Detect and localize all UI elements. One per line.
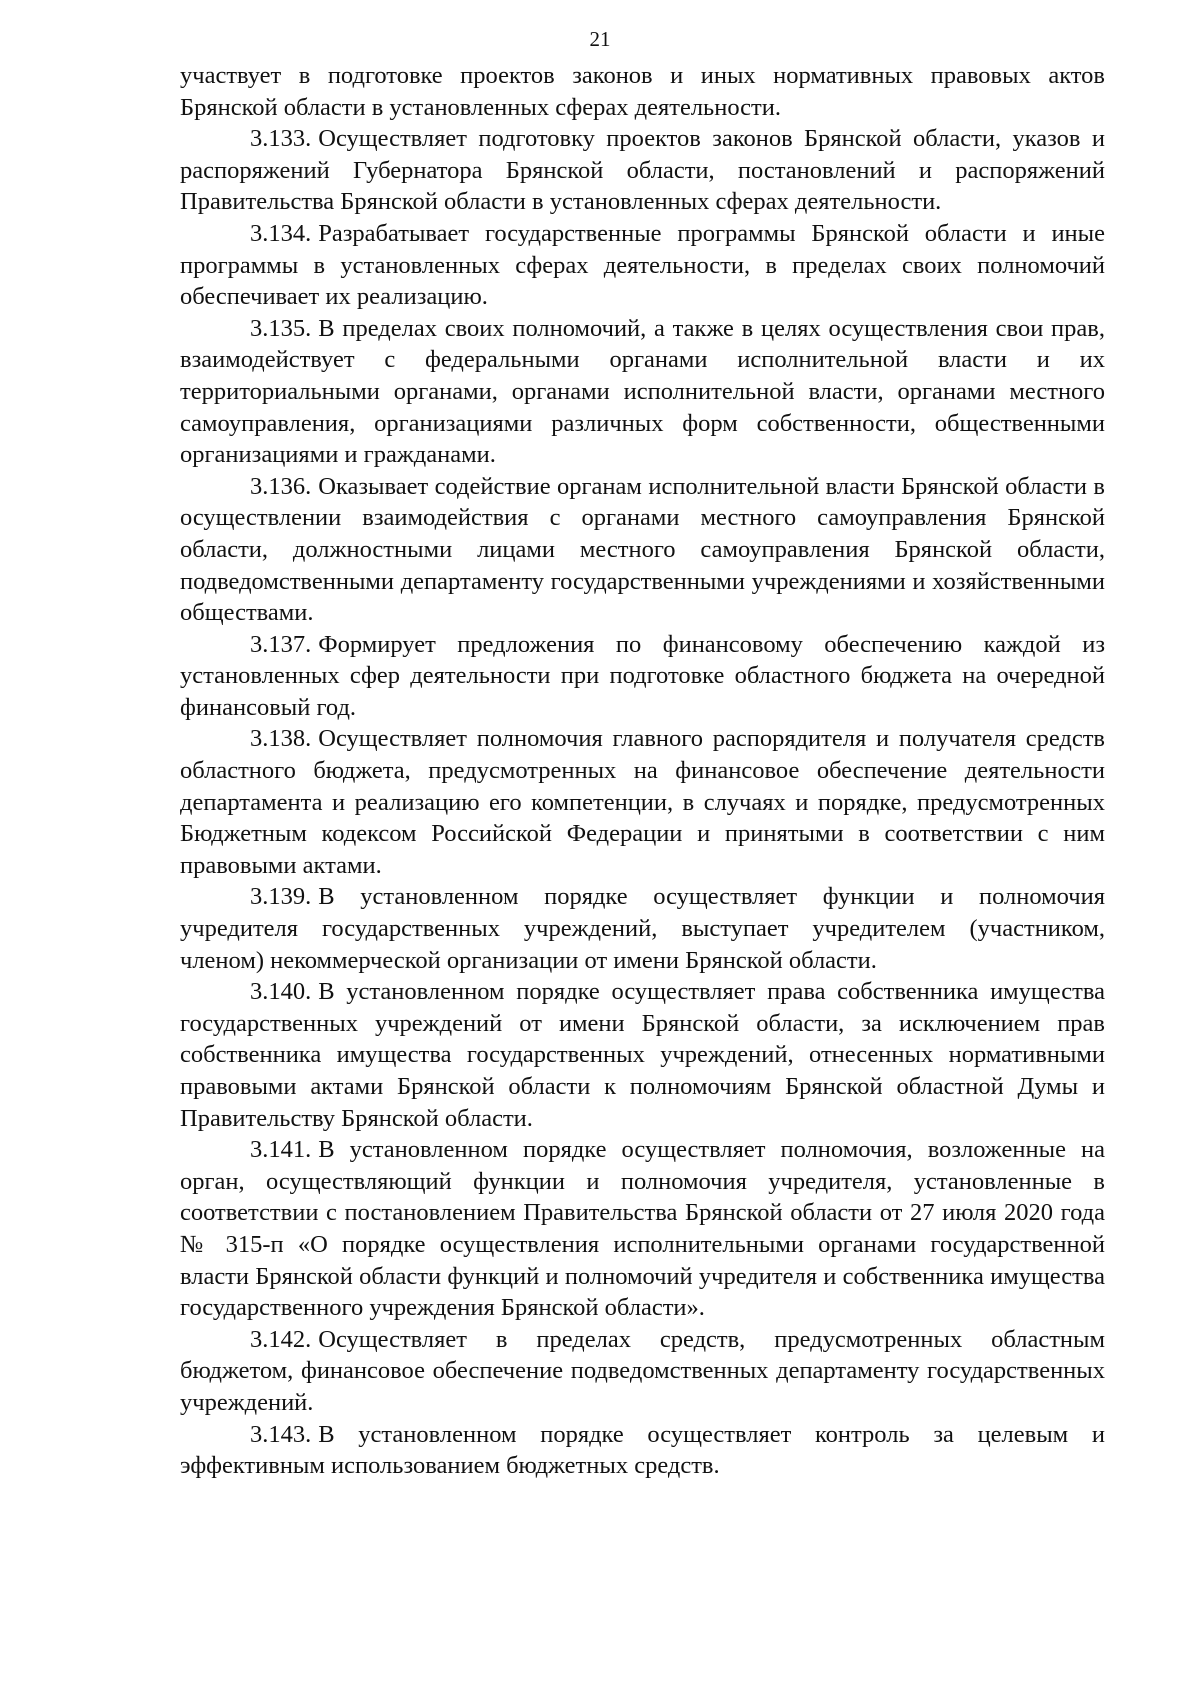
- paragraph-number: 3.139.: [250, 883, 312, 911]
- paragraph-3-134: [180, 218, 1105, 313]
- paragraph-3-138: [180, 723, 1105, 881]
- paragraph-text: В установленном порядке осуществляет контроль за целевым и эффективным использованием бюджетных средств.: [180, 1420, 1105, 1480]
- paragraph-number: 3.141.: [250, 1136, 312, 1164]
- paragraph-text: В установленном порядке осуществляет права собственника имущества государственных учреждений от имени Брянской области, за исключением прав собственника имущества государственных учреждений, отнесенных нормативными правовыми актами Брянской области к полномочиям Брянской областной Думы и Правительству Брянской области.: [180, 978, 1105, 1132]
- paragraph-number: 3.142.: [250, 1325, 312, 1353]
- paragraph-3-140: [180, 976, 1105, 1134]
- paragraph-number: 3.133.: [250, 125, 312, 153]
- paragraph-continuation: [180, 60, 1105, 123]
- paragraph-number: 3.143.: [250, 1420, 312, 1448]
- paragraph-text: Осуществляет в пределах средств, предусмотренных областным бюджетом, финансовое обеспечение подведомственных департаменту государственных учреждений.: [180, 1325, 1105, 1416]
- paragraph-3-136: [180, 471, 1105, 629]
- paragraph-text: участвует в подготовке проектов законов и иных нормативных правовых актов Брянской области в установленных сферах деятельности.: [180, 62, 1105, 121]
- paragraph-text: Формирует предложения по финансовому обеспечению каждой из установленных сфер деятельности при подготовке областного бюджета на очередной финансовый год.: [180, 630, 1105, 721]
- paragraph-number: 3.137.: [250, 630, 312, 658]
- paragraph-text: В установленном порядке осуществляет функции и полномочия учредителя государственных учреждений, выступает учредителем (участником, членом) некоммерческой организации от имени Брянской области.: [180, 883, 1105, 974]
- paragraph-3-135: [180, 313, 1105, 471]
- paragraph-text: В пределах своих полномочий, а также в целях осуществления свои прав, взаимодействует с федеральными органами исполнительной власти и их территориальными органами, органами исполнительной власти, органами местного самоуправления, организациями различных форм собственности, общественными организациями и гражданами.: [180, 314, 1105, 469]
- paragraph-3-141: [180, 1134, 1105, 1324]
- paragraph-number: 3.136.: [250, 472, 312, 500]
- paragraph-number: 3.140.: [250, 978, 312, 1006]
- paragraph-text: В установленном порядке осуществляет полномочия, возложенные на орган, осуществляющий функции и полномочия учредителя, установленные в соответствии с постановлением Правительства Брянской области от 27 июля 2020 года № 315-п «О порядке осуществления исполнительными органами государственной власти Брянской области функций и полномочий учредителя и собственника имущества государственного учреждения Брянской области».: [180, 1136, 1105, 1322]
- paragraph-text: Осуществляет подготовку проектов законов Брянской области, указов и распоряжений Губернатора Брянской области, постановлений и распоряжений Правительства Брянской области в установленных сферах деятельности.: [180, 125, 1105, 216]
- paragraph-3-133: [180, 123, 1105, 218]
- paragraph-number: 3.134.: [250, 219, 312, 247]
- paragraph-3-142: [180, 1324, 1105, 1419]
- paragraph-3-143: [180, 1419, 1105, 1482]
- paragraph-text: Оказывает содействие органам исполнительной власти Брянской области в осуществлении взаимодействия с органами местного самоуправления Брянской области, должностными лицами местного самоуправления Брянской области, подведомственными департаменту государственными учреждениями и хозяйственными обществами.: [180, 472, 1105, 627]
- paragraph-3-139: [180, 881, 1105, 976]
- page-number: 21: [589, 27, 611, 51]
- paragraph-text: Осуществляет полномочия главного распорядителя и получателя средств областного бюджета, предусмотренных на финансовое обеспечение деятельности департамента и реализацию его компетенции, в случаях и порядке, предусмотренных Бюджетным кодексом Российской Федерации и принятыми в соответствии с ним правовыми актами.: [180, 725, 1105, 879]
- paragraph-text: Разрабатывает государственные программы Брянской области и иные программы в установленных сферах деятельности, в пределах своих полномочий обеспечивает их реализацию.: [180, 219, 1105, 311]
- document-body: [180, 60, 1105, 1482]
- paragraph-3-137: [180, 629, 1105, 724]
- paragraph-number: 3.135.: [250, 314, 312, 342]
- paragraph-number: 3.138.: [250, 725, 312, 753]
